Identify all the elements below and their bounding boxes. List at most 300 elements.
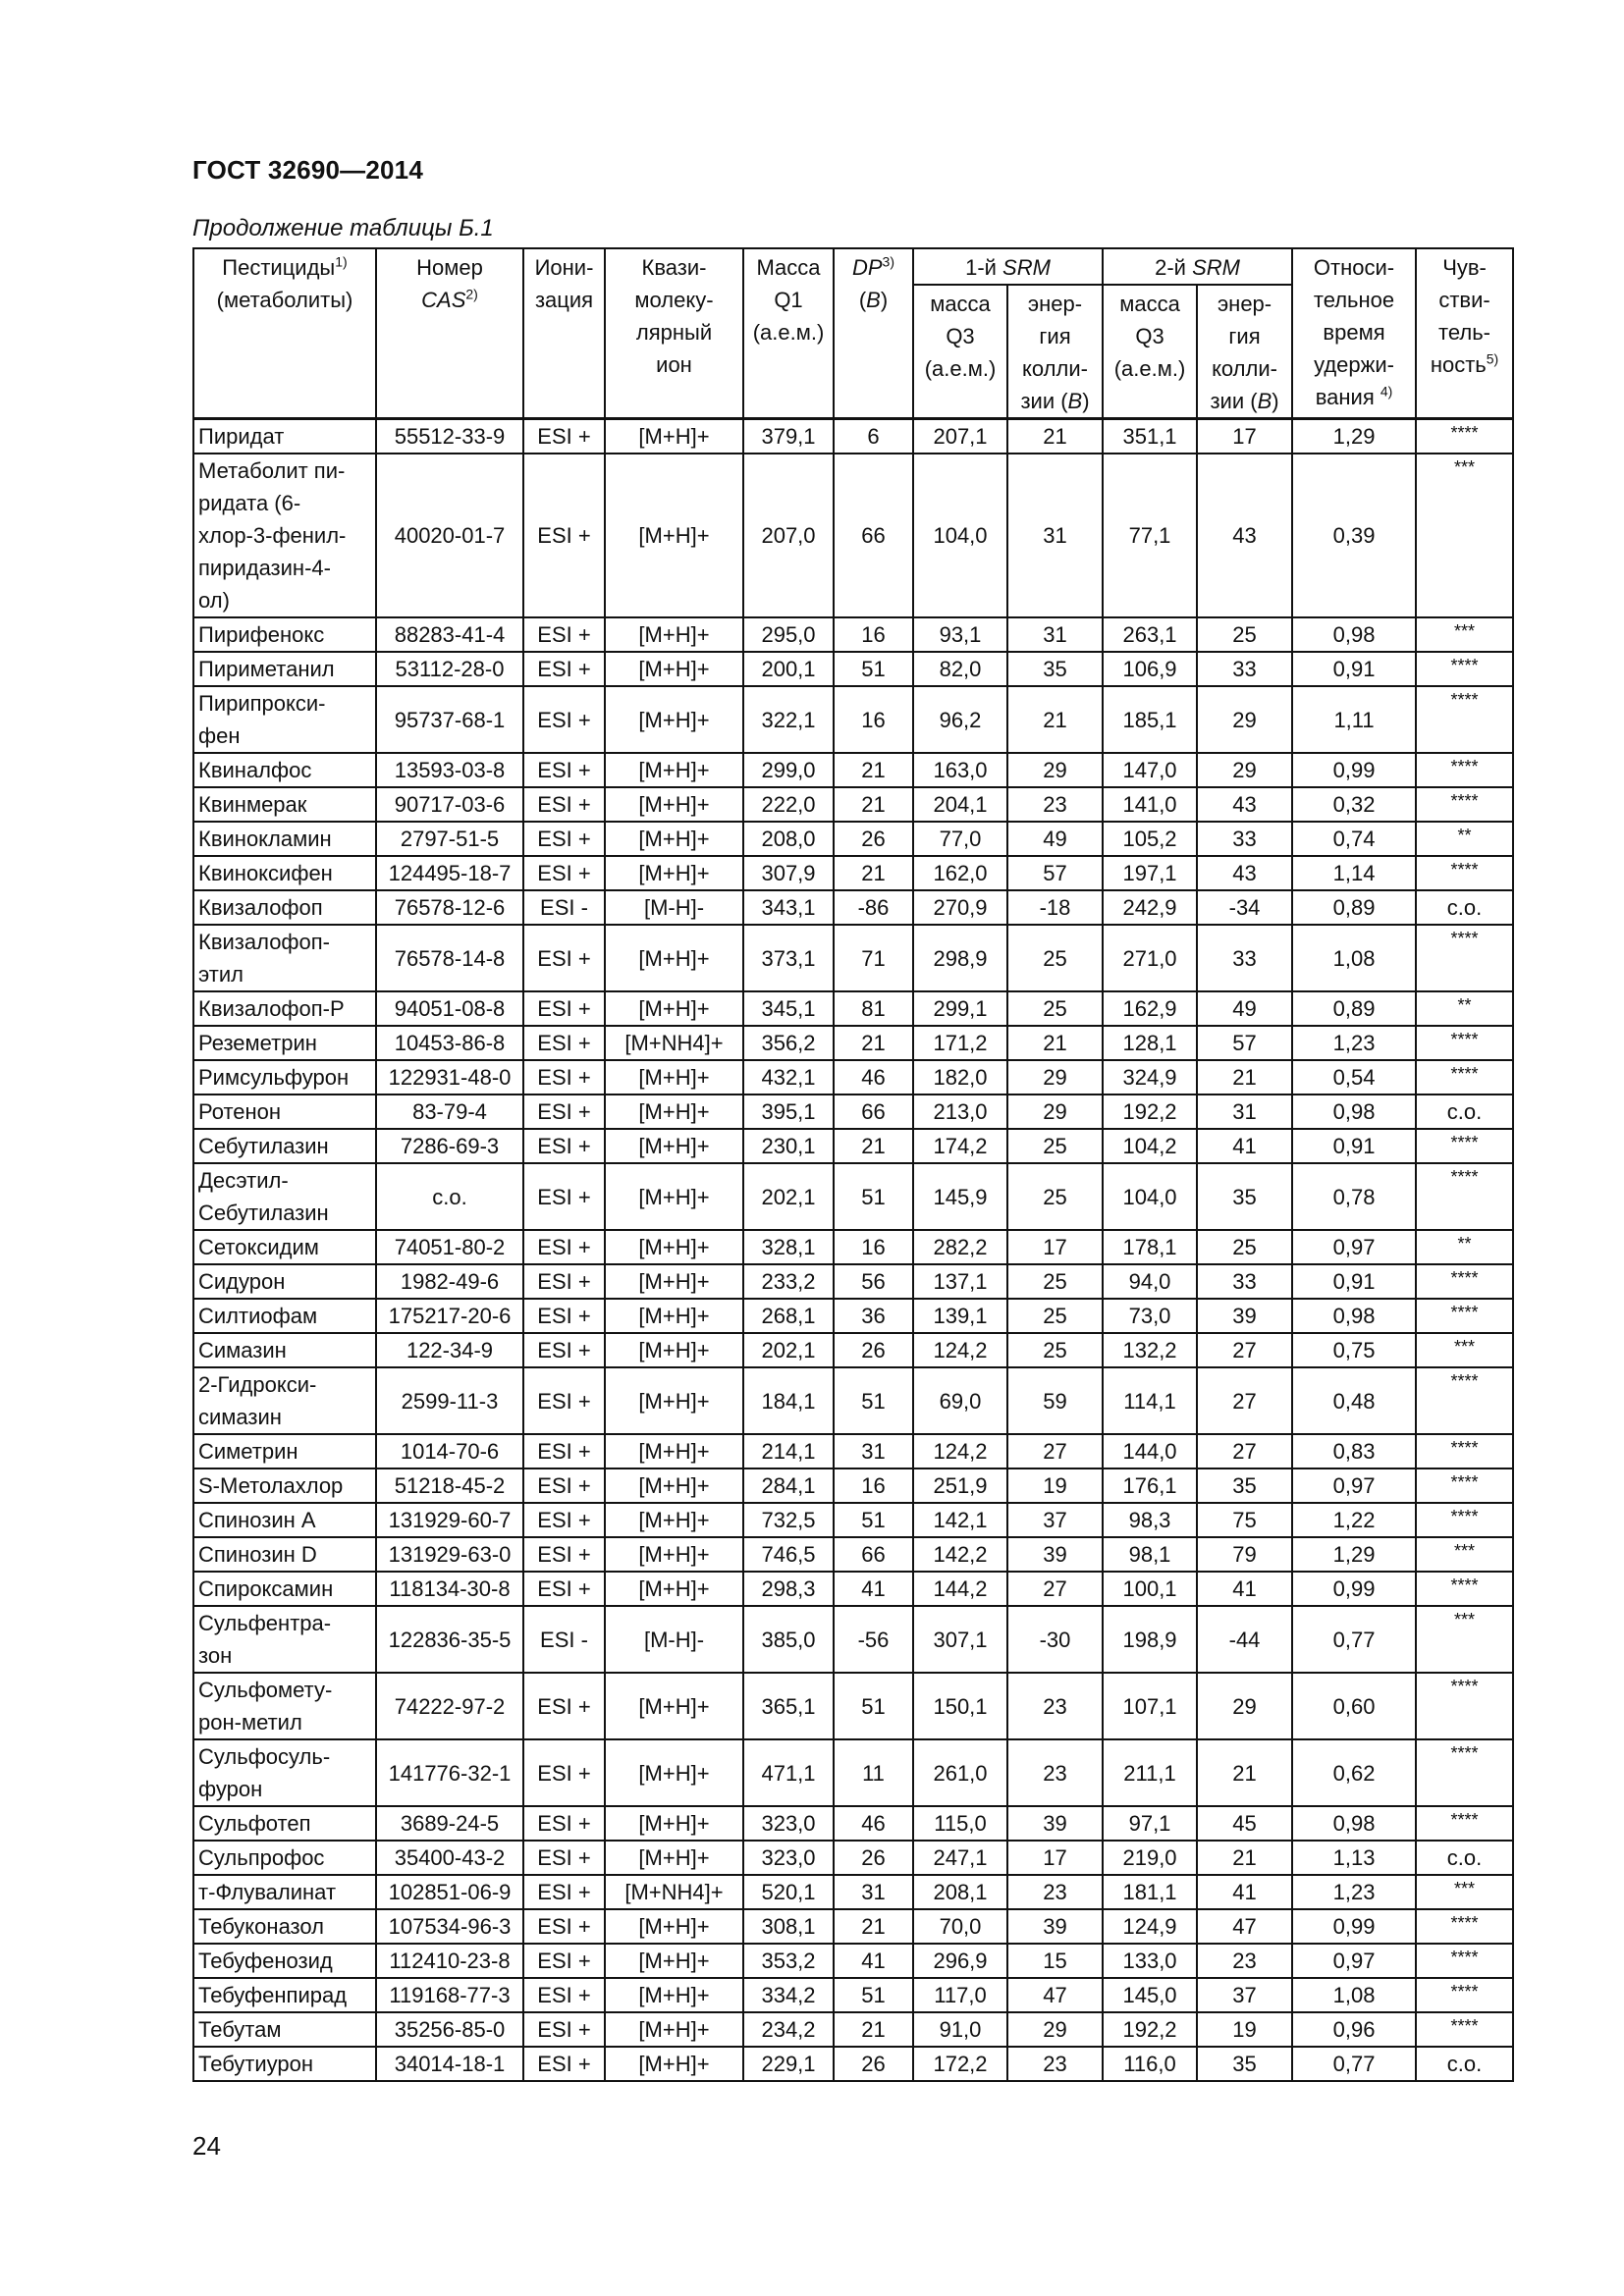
pesticide-name-line: Квиналфос [198,758,312,782]
q1-mass-cell: 328,1 [743,1230,834,1264]
ionization-cell: ESI + [523,1909,605,1944]
pesticide-name-cell [193,1264,376,1299]
table-row [193,890,1513,925]
cas-cell: 35400-43-2 [376,1841,523,1875]
srm2-mass-cell: 104,2 [1103,1129,1197,1163]
cas-cell: 118134-30-8 [376,1572,523,1606]
q1-mass-cell: 373,1 [743,925,834,991]
ionization-cell: ESI + [523,1503,605,1537]
sensitivity-cell: ** [1416,991,1513,1026]
ionization-cell: ESI + [523,1978,605,2012]
srm1-mass-cell: 270,9 [913,890,1007,925]
srm1-energy-cell: 21 [1007,686,1103,753]
srm1-mass-cell: 82,0 [913,652,1007,686]
srm2-energy-cell: 43 [1197,856,1292,890]
srm2-mass-cell: 181,1 [1103,1875,1197,1909]
ionization-cell: ESI + [523,1841,605,1875]
srm2-energy-cell: 27 [1197,1434,1292,1468]
srm1-mass-cell: 307,1 [913,1606,1007,1673]
q1-mass-cell: 298,3 [743,1572,834,1606]
retention-time-cell: 0,99 [1292,753,1416,787]
q1-mass-cell: 268,1 [743,1299,834,1333]
dp-cell: 56 [834,1264,913,1299]
sensitivity-cell: **** [1416,1163,1513,1230]
q1-mass-cell: 307,9 [743,856,834,890]
cas-cell: 76578-14-8 [376,925,523,991]
srm1-mass-cell: 139,1 [913,1299,1007,1333]
ion-cell: [M+H]+ [605,2012,743,2047]
srm1-mass-cell: 150,1 [913,1673,1007,1739]
pesticide-name-cell [193,2012,376,2047]
pesticide-name-cell [193,925,376,991]
retention-time-cell: 0,54 [1292,1060,1416,1095]
ion-cell: [M+H]+ [605,1944,743,1978]
cas-cell: 34014-18-1 [376,2047,523,2081]
srm1-energy-cell: 19 [1007,1468,1103,1503]
srm1-mass-cell: 70,0 [913,1909,1007,1944]
ionization-cell: ESI + [523,2047,605,2081]
srm2-mass-cell: 178,1 [1103,1230,1197,1264]
ionization-cell: ESI + [523,1095,605,1129]
retention-time-cell: 1,14 [1292,856,1416,890]
dp-cell: 21 [834,1129,913,1163]
pesticide-name-cell [193,1333,376,1367]
ionization-cell: ESI + [523,1333,605,1367]
pesticide-name-cell [193,1978,376,2012]
document-id: ГОСТ 32690—2014 [192,155,423,185]
dp-cell: 81 [834,991,913,1026]
cas-cell: 107534-96-3 [376,1909,523,1944]
table-row [193,1572,1513,1606]
srm1-energy-cell: 25 [1007,1333,1103,1367]
cas-cell: 119168-77-3 [376,1978,523,2012]
sensitivity-cell: *** [1416,617,1513,652]
dp-cell: 66 [834,1537,913,1572]
dp-cell: 51 [834,1367,913,1434]
pesticide-name-line: Сетоксидим [198,1235,319,1259]
retention-time-cell: 1,29 [1292,1537,1416,1572]
table-caption: Продолжение таблицы Б.1 [192,215,494,241]
srm1-energy-cell: 21 [1007,419,1103,454]
ion-cell: [M+H]+ [605,856,743,890]
pesticide-name-cell [193,1909,376,1944]
srm2-energy-cell: 25 [1197,617,1292,652]
retention-time-cell: 0,74 [1292,822,1416,856]
pesticide-name-line: т-Флувалинат [198,1880,337,1904]
srm2-energy-cell: 41 [1197,1875,1292,1909]
table-row [193,1673,1513,1739]
sensitivity-cell: **** [1416,1299,1513,1333]
cas-cell: 94051-08-8 [376,991,523,1026]
pesticide-name-line: этил [198,962,244,987]
col-header-ion: Квази- молеку- лярный ион [605,248,743,419]
srm1-mass-cell: 115,0 [913,1806,1007,1841]
cas-cell: 122931-48-0 [376,1060,523,1095]
retention-time-cell: 0,91 [1292,652,1416,686]
srm2-mass-cell: 97,1 [1103,1806,1197,1841]
pesticide-name-line: S-Метолахлор [198,1473,344,1498]
ionization-cell: ESI + [523,686,605,753]
pesticide-name-line: Квизалофоп [198,895,323,920]
srm1-mass-cell: 96,2 [913,686,1007,753]
retention-time-cell: 0,99 [1292,1572,1416,1606]
table-row [193,1806,1513,1841]
pesticide-name-line: Сульфомету- [198,1678,333,1702]
q1-mass-cell: 214,1 [743,1434,834,1468]
ion-cell: [M+H]+ [605,652,743,686]
q1-mass-cell: 356,2 [743,1026,834,1060]
ionization-cell: ESI + [523,1163,605,1230]
sensitivity-cell: **** [1416,1978,1513,2012]
ionization-cell: ESI + [523,1367,605,1434]
srm1-energy-cell: 23 [1007,1875,1103,1909]
table-row [193,1299,1513,1333]
pesticide-name-cell [193,1606,376,1673]
pesticide-name-cell [193,1537,376,1572]
ionization-cell: ESI + [523,925,605,991]
ionization-cell: ESI + [523,1026,605,1060]
pesticide-name-cell [193,617,376,652]
cas-cell: 53112-28-0 [376,652,523,686]
cas-cell: 51218-45-2 [376,1468,523,1503]
srm2-mass-cell: 162,9 [1103,991,1197,1026]
pesticide-name-cell [193,753,376,787]
ionization-cell: ESI + [523,856,605,890]
col-header-srm2: 2-й SRM [1103,248,1292,285]
srm1-mass-cell: 162,0 [913,856,1007,890]
table-row [193,1367,1513,1434]
ion-cell: [M+H]+ [605,617,743,652]
srm1-energy-cell: 47 [1007,1978,1103,2012]
retention-time-cell: 0,77 [1292,2047,1416,2081]
pesticide-name-line: Тебутам [198,2017,282,2042]
dp-cell: 51 [834,1163,913,1230]
pesticide-name-line: фурон [198,1777,263,1801]
srm2-mass-cell: 192,2 [1103,1095,1197,1129]
retention-time-cell: 1,08 [1292,925,1416,991]
dp-cell: 21 [834,787,913,822]
q1-mass-cell: 379,1 [743,419,834,454]
srm1-mass-cell: 91,0 [913,2012,1007,2047]
pesticide-name-line: Симазин [198,1338,287,1362]
srm2-mass-cell: 198,9 [1103,1606,1197,1673]
retention-time-cell: 0,62 [1292,1739,1416,1806]
srm2-energy-cell: 21 [1197,1060,1292,1095]
pesticide-name-line: хлор-3-фенил- [198,523,347,548]
cas-cell: 1014-70-6 [376,1434,523,1468]
q1-mass-cell: 299,0 [743,753,834,787]
srm2-mass-cell: 98,3 [1103,1503,1197,1537]
q1-mass-cell: 295,0 [743,617,834,652]
srm2-mass-cell: 197,1 [1103,856,1197,890]
table-row [193,1026,1513,1060]
ion-cell: [M+H]+ [605,1739,743,1806]
sensitivity-cell: *** [1416,1606,1513,1673]
pesticide-name-cell [193,1503,376,1537]
pesticide-name-line: Тебутиурон [198,2052,314,2076]
table-row [193,419,1513,454]
cas-cell: 122836-35-5 [376,1606,523,1673]
srm1-mass-cell: 104,0 [913,454,1007,617]
dp-cell: 31 [834,1875,913,1909]
pesticide-name-cell [193,1230,376,1264]
ion-cell: [M+H]+ [605,1367,743,1434]
srm2-energy-cell: 25 [1197,1230,1292,1264]
table-row [193,1468,1513,1503]
ionization-cell: ESI + [523,787,605,822]
srm1-mass-cell: 204,1 [913,787,1007,822]
dp-cell: 21 [834,2012,913,2047]
pesticide-name-line: Тебуконазол [198,1914,324,1939]
pesticide-name-cell [193,1806,376,1841]
sensitivity-cell: с.о. [1416,1095,1513,1129]
srm1-energy-cell: 39 [1007,1909,1103,1944]
srm1-mass-cell: 124,2 [913,1434,1007,1468]
table-row [193,1095,1513,1129]
col-header-q1: Масса Q1 (а.е.м.) [743,248,834,419]
srm2-energy-cell: 41 [1197,1129,1292,1163]
srm2-energy-cell: 33 [1197,822,1292,856]
cas-cell: 76578-12-6 [376,890,523,925]
table-row [193,2012,1513,2047]
srm2-mass-cell: 77,1 [1103,454,1197,617]
srm1-energy-cell: 29 [1007,2012,1103,2047]
cas-cell: 2599-11-3 [376,1367,523,1434]
pesticide-name-line: Сульпрофос [198,1845,325,1870]
cas-cell: 40020-01-7 [376,454,523,617]
ionization-cell: ESI + [523,1944,605,1978]
srm1-mass-cell: 207,1 [913,419,1007,454]
retention-time-cell: 0,98 [1292,1806,1416,1841]
pesticide-name-line: Сульфотеп [198,1811,311,1836]
pesticide-name-line: Спироксамин [198,1576,334,1601]
sensitivity-cell: **** [1416,1503,1513,1537]
page-number: 24 [192,2131,221,2161]
ionization-cell: ESI - [523,890,605,925]
retention-time-cell: 1,08 [1292,1978,1416,2012]
cas-cell: 88283-41-4 [376,617,523,652]
ion-cell: [M-H]- [605,890,743,925]
ionization-cell: ESI + [523,1572,605,1606]
srm1-mass-cell: 142,2 [913,1537,1007,1572]
q1-mass-cell: 345,1 [743,991,834,1026]
ionization-cell: ESI + [523,991,605,1026]
q1-mass-cell: 432,1 [743,1060,834,1095]
dp-cell: 41 [834,1572,913,1606]
srm2-mass-cell: 141,0 [1103,787,1197,822]
ionization-cell: ESI + [523,2012,605,2047]
dp-cell: 16 [834,686,913,753]
retention-time-cell: 0,48 [1292,1367,1416,1434]
pesticide-name-line: Десэтил- [198,1168,289,1193]
retention-time-cell: 0,89 [1292,991,1416,1026]
ionization-cell: ESI + [523,419,605,454]
table-row [193,1129,1513,1163]
ion-cell: [M+H]+ [605,1673,743,1739]
pesticide-name-line: Пирифенокс [198,622,325,647]
srm2-mass-cell: 242,9 [1103,890,1197,925]
srm1-mass-cell: 251,9 [913,1468,1007,1503]
ionization-cell: ESI + [523,1060,605,1095]
sensitivity-cell: с.о. [1416,1841,1513,1875]
table-row [193,753,1513,787]
q1-mass-cell: 322,1 [743,686,834,753]
srm1-energy-cell: -18 [1007,890,1103,925]
pesticide-name-cell [193,1367,376,1434]
sensitivity-cell: **** [1416,1026,1513,1060]
srm1-energy-cell: 27 [1007,1434,1103,1468]
srm2-energy-cell: 47 [1197,1909,1292,1944]
srm1-mass-cell: 296,9 [913,1944,1007,1978]
srm2-mass-cell: 144,0 [1103,1434,1197,1468]
cas-cell: 131929-63-0 [376,1537,523,1572]
q1-mass-cell: 520,1 [743,1875,834,1909]
ion-cell: [M+H]+ [605,1163,743,1230]
srm2-mass-cell: 107,1 [1103,1673,1197,1739]
cas-cell: 175217-20-6 [376,1299,523,1333]
q1-mass-cell: 323,0 [743,1806,834,1841]
pesticide-name-cell [193,1739,376,1806]
cas-cell: 1982-49-6 [376,1264,523,1299]
srm2-energy-cell: 43 [1197,454,1292,617]
retention-time-cell: 0,91 [1292,1129,1416,1163]
srm2-energy-cell: 29 [1197,686,1292,753]
srm1-energy-cell: 29 [1007,1095,1103,1129]
ionization-cell: ESI - [523,1606,605,1673]
retention-time-cell: 0,32 [1292,787,1416,822]
ion-cell: [M+H]+ [605,419,743,454]
retention-time-cell: 0,91 [1292,1264,1416,1299]
pesticide-name-line: Пиридат [198,424,285,449]
srm1-energy-cell: 23 [1007,1673,1103,1739]
sensitivity-cell: **** [1416,1129,1513,1163]
col-header-srm2-energy: энер- гия колли- зии (В) [1197,285,1292,419]
srm1-energy-cell: 25 [1007,1129,1103,1163]
retention-time-cell: 0,78 [1292,1163,1416,1230]
srm1-energy-cell: 57 [1007,856,1103,890]
srm2-energy-cell: 27 [1197,1367,1292,1434]
sensitivity-cell: **** [1416,753,1513,787]
srm1-energy-cell: 15 [1007,1944,1103,1978]
ion-cell: [M+H]+ [605,1264,743,1299]
srm2-energy-cell: 39 [1197,1299,1292,1333]
srm1-energy-cell: 17 [1007,1841,1103,1875]
ion-cell: [M+H]+ [605,1537,743,1572]
table-row [193,1944,1513,1978]
srm2-mass-cell: 147,0 [1103,753,1197,787]
srm1-mass-cell: 298,9 [913,925,1007,991]
dp-cell: 46 [834,1060,913,1095]
q1-mass-cell: 222,0 [743,787,834,822]
ion-cell: [M+H]+ [605,454,743,617]
srm1-energy-cell: 25 [1007,991,1103,1026]
sensitivity-cell: **** [1416,1944,1513,1978]
srm1-mass-cell: 182,0 [913,1060,1007,1095]
srm1-mass-cell: 142,1 [913,1503,1007,1537]
srm2-energy-cell: 17 [1197,419,1292,454]
sensitivity-cell: **** [1416,1367,1513,1434]
srm1-mass-cell: 261,0 [913,1739,1007,1806]
dp-cell: 46 [834,1806,913,1841]
pesticide-name-cell [193,1299,376,1333]
q1-mass-cell: 308,1 [743,1909,834,1944]
ionization-cell: ESI + [523,617,605,652]
pesticide-name-cell [193,419,376,454]
ionization-cell: ESI + [523,1230,605,1264]
ion-cell: [M+NH4]+ [605,1875,743,1909]
table-row [193,822,1513,856]
srm1-energy-cell: -30 [1007,1606,1103,1673]
srm2-mass-cell: 98,1 [1103,1537,1197,1572]
sensitivity-cell: **** [1416,652,1513,686]
cas-cell: 55512-33-9 [376,419,523,454]
q1-mass-cell: 202,1 [743,1333,834,1367]
table-row [193,1739,1513,1806]
srm2-energy-cell: 33 [1197,925,1292,991]
table-row [193,652,1513,686]
table-row [193,454,1513,617]
sensitivity-cell: **** [1416,1673,1513,1739]
pesticide-name-line: Сульфосуль- [198,1744,331,1769]
pesticide-name-cell [193,787,376,822]
srm2-energy-cell: 79 [1197,1537,1292,1572]
dp-cell: -86 [834,890,913,925]
q1-mass-cell: 233,2 [743,1264,834,1299]
pesticide-name-cell [193,686,376,753]
table-row [193,856,1513,890]
pesticide-name-cell [193,1875,376,1909]
dp-cell: 51 [834,1978,913,2012]
srm1-mass-cell: 174,2 [913,1129,1007,1163]
dp-cell: 21 [834,1026,913,1060]
table-row [193,1909,1513,1944]
pesticide-name-line: Квиноксифен [198,861,333,885]
retention-time-cell: 0,77 [1292,1606,1416,1673]
pesticide-name-line: Симетрин [198,1439,298,1464]
srm2-energy-cell: 21 [1197,1739,1292,1806]
pesticide-name-line: Сульфентра- [198,1611,332,1635]
q1-mass-cell: 230,1 [743,1129,834,1163]
pesticide-name-line: Спинозин D [198,1542,317,1567]
cas-cell: 141776-32-1 [376,1739,523,1806]
ion-cell: [M+H]+ [605,1572,743,1606]
col-header-srm1-energy: энер- гия колли- зии (В) [1007,285,1103,419]
pesticide-name-cell [193,2047,376,2081]
sensitivity-cell: ** [1416,1230,1513,1264]
srm1-mass-cell: 282,2 [913,1230,1007,1264]
pesticide-name-cell [193,1468,376,1503]
q1-mass-cell: 202,1 [743,1163,834,1230]
srm1-mass-cell: 213,0 [913,1095,1007,1129]
retention-time-cell: 1,22 [1292,1503,1416,1537]
retention-time-cell: 0,83 [1292,1434,1416,1468]
ionization-cell: ESI + [523,1434,605,1468]
q1-mass-cell: 471,1 [743,1739,834,1806]
cas-cell: 83-79-4 [376,1095,523,1129]
srm2-energy-cell: 37 [1197,1978,1292,2012]
ionization-cell: ESI + [523,454,605,617]
dp-cell: 26 [834,822,913,856]
srm1-mass-cell: 163,0 [913,753,1007,787]
col-header-srm1-mass: масса Q3 (а.е.м.) [913,285,1007,419]
col-header-dp: DP$^{3)}$ (В) [834,248,913,419]
sensitivity-cell: **** [1416,1264,1513,1299]
srm2-energy-cell: 31 [1197,1095,1292,1129]
srm1-energy-cell: 39 [1007,1806,1103,1841]
pesticide-name-line: Квинокламин [198,827,332,851]
ion-cell: [M+H]+ [605,1095,743,1129]
retention-time-cell: 0,98 [1292,617,1416,652]
